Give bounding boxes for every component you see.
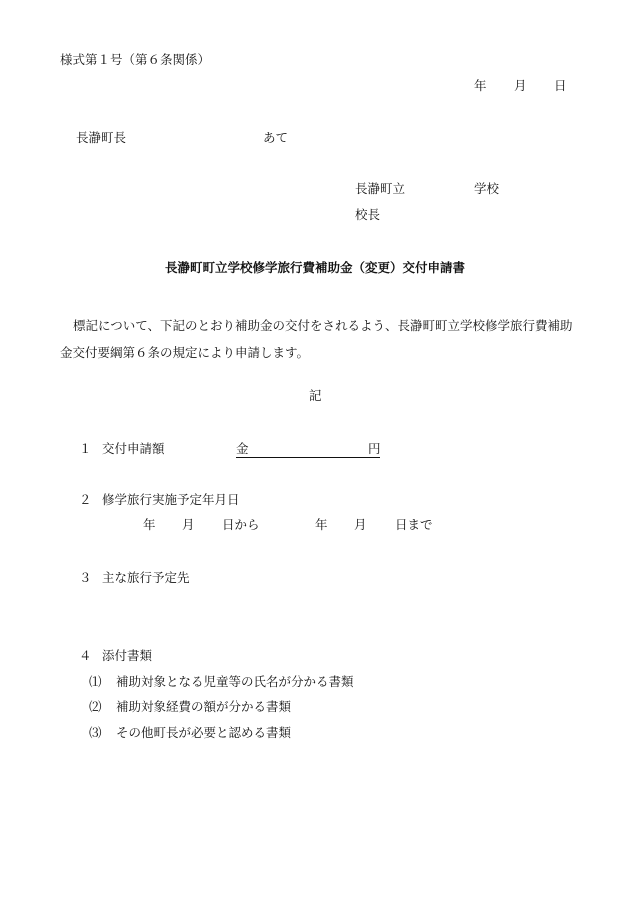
addressee-name: 長瀞町長	[76, 130, 127, 145]
addressee-suffix: あて	[263, 130, 289, 145]
attachment-1-text: 補助対象となる児童等の氏名が分かる書類	[116, 674, 354, 689]
item-4-label: 添付書類	[102, 648, 153, 663]
amount-suffix: 円	[368, 441, 381, 456]
period-month-1: 月	[182, 517, 195, 532]
attachment-2-marker: ⑵	[89, 699, 102, 714]
date-year: 年	[474, 78, 487, 93]
attachment-3-text: その他町長が必要と認める書類	[116, 725, 292, 740]
item-1-number: １	[79, 441, 92, 456]
period-year-1: 年	[143, 517, 156, 532]
period-month-2: 月	[354, 517, 367, 532]
form-number: 様式第１号（第６条関係）	[60, 52, 211, 67]
applicant-school-suffix: 学校	[474, 181, 500, 196]
attachment-2-text: 補助対象経費の額が分かる書類	[116, 699, 292, 714]
period-day-from: 日から	[222, 517, 260, 532]
item-4-number: ４	[79, 648, 92, 663]
item-1-label: 交付申請額	[102, 441, 165, 456]
amount-prefix: 金	[236, 441, 249, 456]
period-day-to: 日まで	[395, 517, 433, 532]
document-title: 長瀞町町立学校修学旅行費補助金（変更）交付申請書	[164, 260, 465, 275]
applicant-title: 校長	[355, 207, 381, 222]
item-3-number: ３	[79, 570, 92, 585]
period-year-2: 年	[315, 517, 328, 532]
applicant-school-prefix: 長瀞町立	[355, 181, 406, 196]
item-2-label: 修学旅行実施予定年月日	[102, 492, 240, 507]
ki-heading: 記	[309, 388, 322, 403]
date-month: 月	[514, 78, 527, 93]
attachment-3-marker: ⑶	[89, 725, 102, 740]
attachment-1-marker: ⑴	[89, 674, 102, 689]
item-2-number: ２	[79, 492, 92, 507]
date-day: 日	[554, 78, 567, 93]
body-paragraph: 標記について、下記のとおり補助金の交付をされるよう、長瀞町町立学校修学旅行費補助金交付要綱第６条の規定により申請します。	[60, 318, 573, 360]
item-3-label: 主な旅行予定先	[102, 570, 190, 585]
amount-underline	[236, 443, 380, 458]
